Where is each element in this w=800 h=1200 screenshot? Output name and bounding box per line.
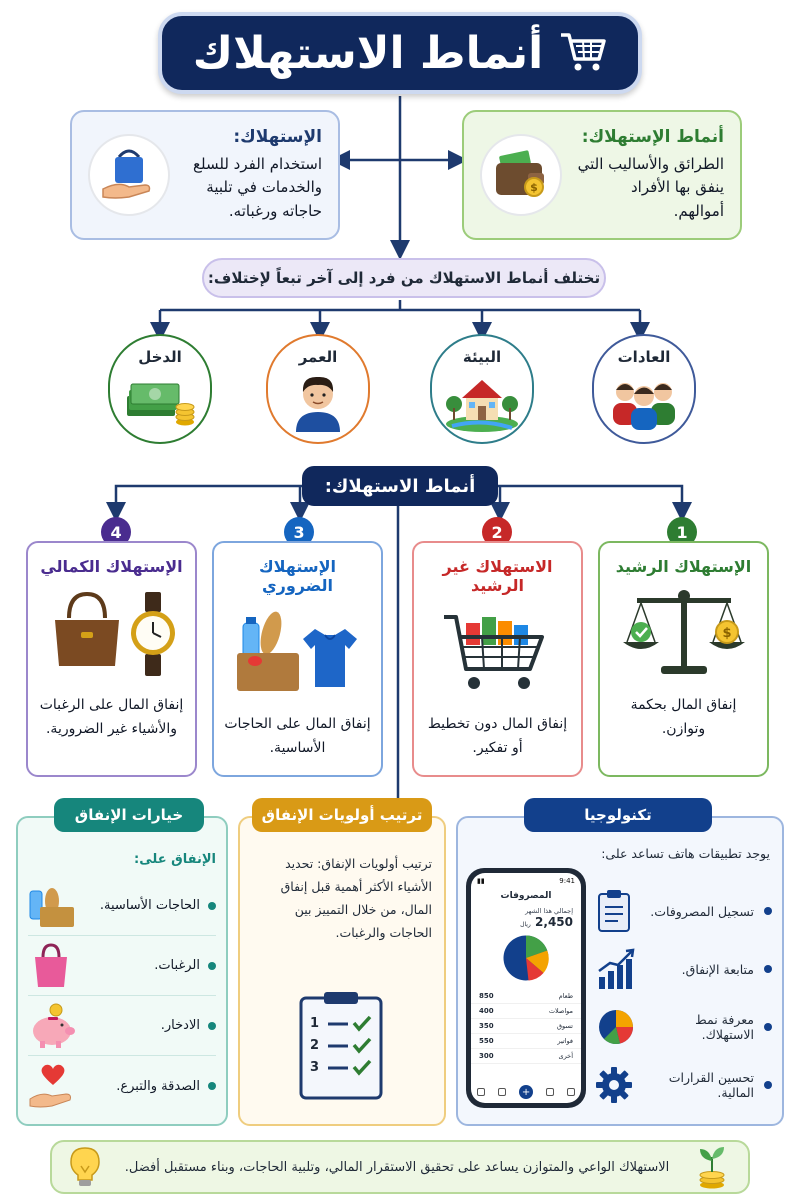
phone-expense-row: طعام 850: [471, 989, 581, 1004]
patterns-definition-heading: أنماط الإستهلاك:: [581, 127, 724, 148]
pattern-number-badge: 3: [284, 517, 314, 547]
technology-item: [596, 882, 772, 940]
groceries-icon: [28, 883, 78, 929]
spending-option-label: الادخار.: [160, 1018, 200, 1033]
technology-item-label: تسجيل المصروفات.: [650, 903, 754, 919]
spending-option: [28, 936, 216, 996]
pattern-number-badge: 4: [101, 517, 131, 547]
patterns-definition-card: [462, 110, 742, 240]
phone-expense-row: فواتير 550: [471, 1034, 581, 1049]
money-icon: [123, 370, 197, 430]
pie-chart-icon: [596, 1007, 636, 1047]
consumption-definition-text: استخدام الفرد للسلع والخدمات في تلبية حاجاته ورغباته.: [193, 155, 322, 220]
cart-icon: [559, 29, 607, 77]
shopping-bag-icon: [28, 943, 74, 989]
pattern-description: إنفاق المال على الرغبات والأشياء غير الضرورية.: [39, 697, 184, 737]
patterns-definition-text: الطرائق والأساليب التي ينفق بها الأفراد أموالهم.: [577, 155, 724, 220]
spending-options-tag: خيارات الإنفاق: [54, 798, 204, 832]
phone-total-label: إجمالي هذا الشهر: [525, 907, 573, 915]
spending-option: [28, 1056, 216, 1116]
pattern-card-necessary: [212, 541, 383, 777]
phone-expense-row: أخرى 300: [471, 1049, 581, 1064]
pattern-number-badge: 1: [667, 517, 697, 547]
differ-banner: تختلف أنماط الاستهلاك من فرد إلى آخر تبعاً لإختلاف:: [202, 258, 606, 298]
balance-scale-icon: [619, 584, 749, 680]
page-title: أنماط الاستهلاك: [192, 27, 544, 79]
handbag-watch-icon: [47, 584, 177, 680]
svg-text:$: $: [721, 626, 732, 641]
pattern-title: الإستهلاك الرشيد: [615, 557, 752, 576]
spending-option-label: الرغبات.: [154, 958, 200, 973]
technology-tag: تكنولوجيا: [524, 798, 712, 832]
heart-hand-icon: [28, 1063, 78, 1109]
priorities-text: ترتيب أولويات الإنفاق: تحديد الأشياء الأكثر أهمية قبل إنفاق المال، من خلال التمييز بين الحاجات والرغبات.: [280, 856, 432, 941]
pattern-title: الإستهلاك الضروري: [258, 557, 337, 595]
pattern-number-badge: 2: [482, 517, 512, 547]
shopping-cart-icon: [438, 603, 558, 699]
phone-total-value: 2,450 ريال: [520, 915, 573, 929]
factor-income: [108, 334, 212, 444]
pattern-card-luxury: [26, 541, 197, 777]
factor-habits: [592, 334, 696, 444]
technology-item: [596, 1056, 772, 1114]
pattern-card-irrational: [412, 541, 583, 777]
hand-bag-icon: [88, 134, 170, 216]
pattern-description: إنفاق المال دون تخطيط أو تفكير.: [427, 716, 568, 756]
factor-label: الدخل: [138, 348, 182, 366]
factor-label: العادات: [617, 348, 671, 366]
technology-item: [596, 998, 772, 1056]
spending-option-label: الحاجات الأساسية.: [99, 898, 200, 913]
phone-expense-row: تسوق 350: [471, 1019, 581, 1034]
pattern-description: إنفاق المال على الحاجات الأساسية.: [224, 716, 371, 756]
gear-icon: [596, 1067, 632, 1103]
pattern-title: الإستهلاك الكمالي: [40, 557, 183, 576]
growth-chart-icon: [596, 947, 636, 991]
title-banner: [158, 12, 642, 94]
spending-options-list: [28, 876, 216, 1116]
priorities-tag: ترتيب أولويات الإنفاق: [252, 798, 432, 832]
spending-options-heading: الإنفاق على:: [134, 852, 216, 867]
consumption-definition-heading: الإستهلاك:: [233, 127, 322, 148]
phone-screen: 9:41 ▮▮ المصروفات إجمالي هذا الشهر 2,450 ريال طعام 850 مواصلات 400 تسوق 350 فواتير 550 أخرى 300 +: [471, 873, 581, 1103]
footer-banner: [50, 1140, 750, 1194]
technology-item: [596, 940, 772, 998]
phone-add-button: +: [519, 1085, 533, 1099]
checklist-number: 2: [310, 1038, 320, 1053]
factor-age: [266, 334, 370, 444]
checklist-number: 3: [310, 1060, 320, 1075]
pattern-card-rational: [598, 541, 769, 777]
phone-tab-icon: [546, 1088, 554, 1096]
factor-label: البيئة: [462, 348, 502, 366]
factor-label: العمر: [298, 348, 338, 366]
phone-tab-icon: [498, 1088, 506, 1096]
phone-mockup: [466, 868, 586, 1108]
technology-item-label: معرفة نمط الاستهلاك.: [695, 1012, 754, 1042]
groceries-icon: [233, 603, 363, 699]
patterns-heading: أنماط الاستهلاك:: [302, 466, 498, 506]
phone-tab-icon: [567, 1088, 575, 1096]
phone-pie-chart: [501, 933, 551, 983]
piggy-bank-icon: [28, 1003, 78, 1049]
footer-text: الاستهلاك الواعي والمتوازن يساعد على تحقيق الاستقرار المالي، وتلبية الحاجات، وبناء مستقبل أفضل.: [124, 1159, 670, 1175]
factor-environment: [430, 334, 534, 444]
wallet-icon: [480, 134, 562, 216]
people-icon: [607, 370, 681, 430]
phone-tab-bar: [471, 1085, 581, 1099]
phone-expense-row: مواصلات 400: [471, 1004, 581, 1019]
technology-intro: يوجد تطبيقات هاتف تساعد على:: [601, 846, 770, 861]
technology-list: [596, 882, 772, 1114]
spending-option: [28, 876, 216, 936]
spending-option-label: الصدقة والتبرع.: [116, 1078, 200, 1094]
plant-coins-icon: [692, 1145, 732, 1189]
clipboard-icon: [596, 889, 632, 933]
svg-text:$: $: [530, 181, 538, 194]
spending-option: [28, 996, 216, 1056]
consumption-definition-card: [70, 110, 340, 240]
phone-tab-icon: [477, 1088, 485, 1096]
technology-item-label: تحسين القرارات المالية.: [668, 1070, 754, 1100]
pattern-title: الاستهلاك غير الرشيد: [442, 557, 553, 595]
checklist-icon: [298, 990, 384, 1100]
house-icon: [442, 370, 522, 432]
person-icon: [288, 370, 348, 432]
lightbulb-icon: [68, 1146, 102, 1188]
technology-item-label: متابعة الإنفاق.: [681, 961, 754, 977]
pattern-description: إنفاق المال بحكمة وتوازن.: [630, 697, 737, 737]
checklist-number: 1: [310, 1016, 320, 1031]
phone-title: المصروفات: [500, 891, 552, 901]
phone-time: 9:41: [559, 877, 575, 885]
